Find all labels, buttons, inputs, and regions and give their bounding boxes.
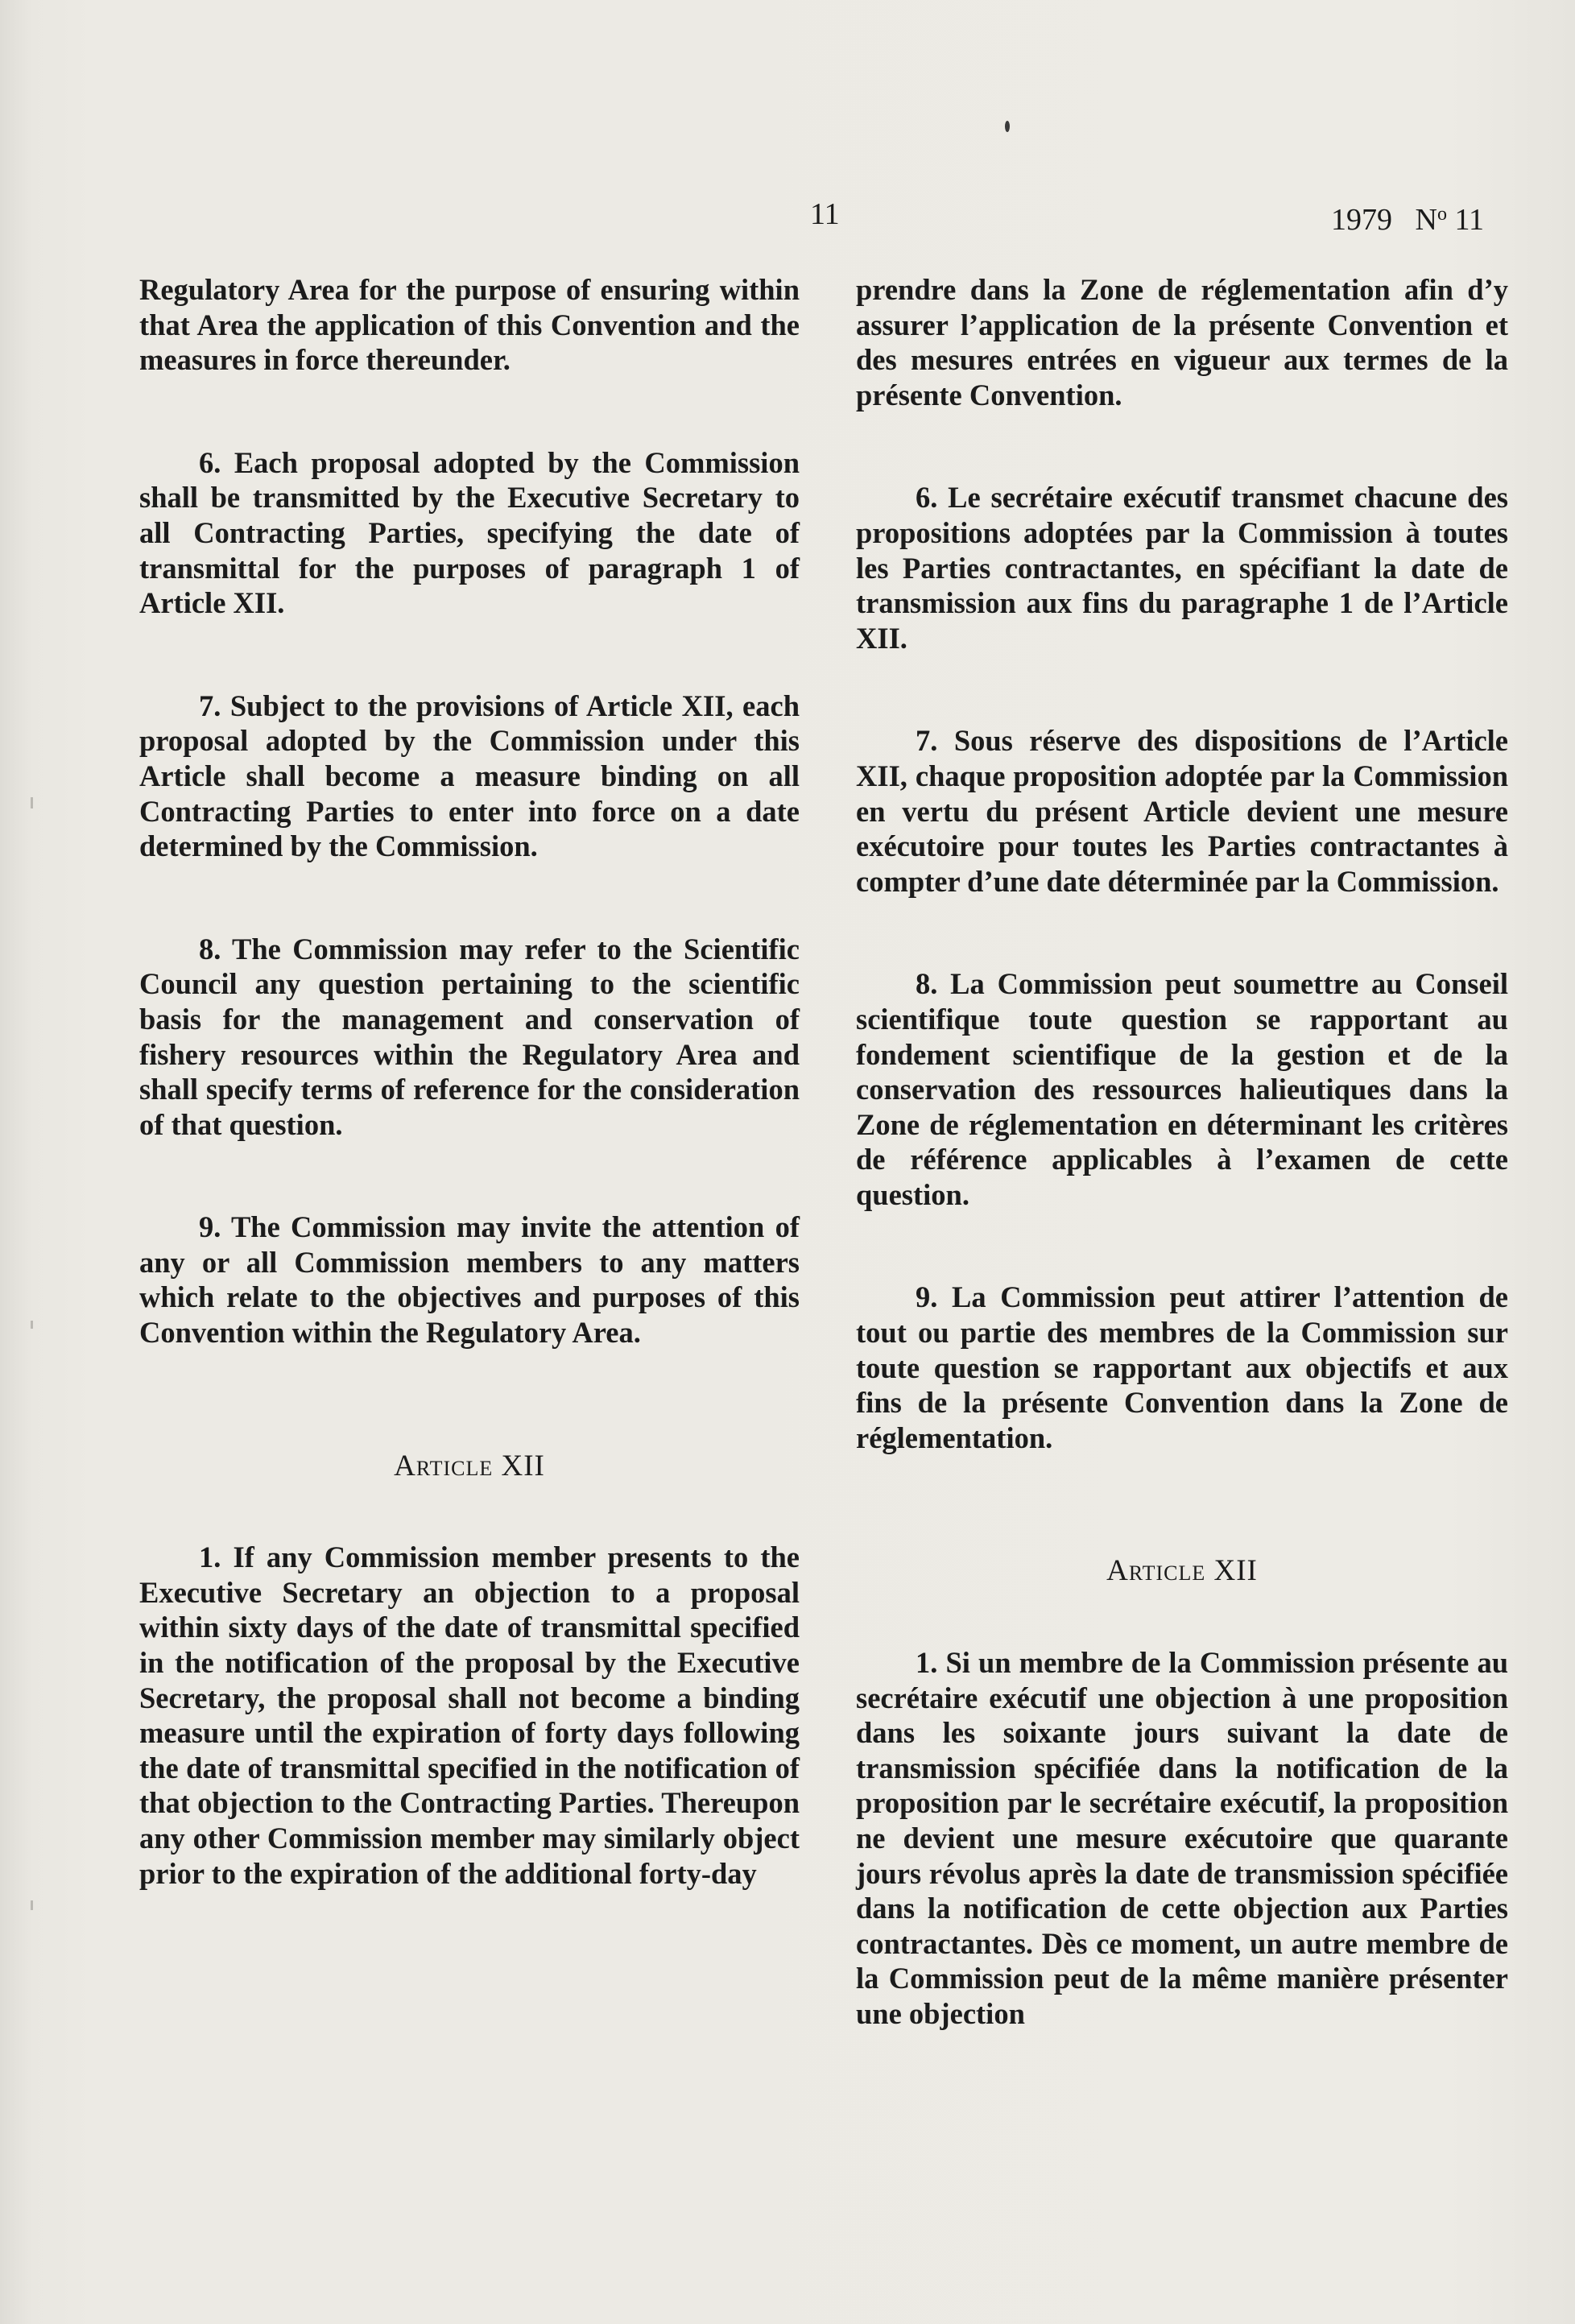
french-paragraph-7: 7. Sous réserve des dispositions de l’Article XII, chaque proposition adoptée par la Commission en vertu du présent Article devient une mesure exécutoire pour toutes les Parties contractantes à compter d’une date déterminée par la Commission. [856,724,1508,898]
issue-number-sup: o [1437,204,1447,225]
binding-mark [31,797,33,808]
french-article-heading: Article XII [1106,1554,1258,1588]
english-article-heading: Article XII [394,1449,545,1482]
french-paragraph-8: 8. La Commission peut soumettre au Conseil scientifique toute question se rapportant au fondement scientifique de la gestion et de la conservation des ressources halieutiques dans la Zone de réglementation en déterminant les critères de référence applicables à l’examen de cette question. [856,967,1508,1211]
issue-number [1331,196,1484,238]
french-column [856,272,1508,2032]
french-article-paragraph-1: 1. Si un membre de la Commission présente au secrétaire exécutif une objection à une proposition dans les soixante jours suivant la date de transmission spécifiée dans la notification de la proposition par le secrétaire exécutif, la proposition ne devient une mesure exécutoire que quarante jours révolus après la date de transmission spécifiée dans la notification de cette objection aux Parties contractantes. Dès ce moment, un autre membre de la Commission peut de la même manière présenter une objection [856,1646,1508,2030]
french-paragraph-6: 6. Le secrétaire exécutif transmet chacune des propositions adoptées par la Commission à toutes les Parties contractantes, en spécifiant la date de transmission aux fins du paragraphe 1 de l’Article XII. [856,481,1508,655]
ink-speck [1005,121,1010,132]
english-article-paragraph-1: 1. If any Commission member presents to the Executive Secretary an objection to a proposal within sixty days of the date of transmittal specified in the notification of the proposal by the Executive Secretary, the proposal shall not become a binding measure until the expiration of forty days following the date of transmittal specified in the notification of that objection to the Contracting Parties. Thereupon any other Commission member may similarly object prior to the expiration of the additional forty-day [139,1540,800,1890]
english-paragraph-9: 9. The Commission may invite the attention of any or all Commission members to any matters which relate to the objectives and purposes of this Convention within the Regulatory Area. [139,1210,800,1350]
english-paragraph-7: 7. Subject to the provisions of Article XII, each proposal adopted by the Commission under this Article shall become a measure binding on all Contracting Parties to enter into force on a date determined by the Commission. [139,689,800,863]
french-paragraph-9: 9. La Commission peut attirer l’attention de tout ou partie des membres de la Commission sur toute question se rapportant aux objectifs et aux fins de la présente Convention dans la Zone de réglementation. [856,1280,1508,1454]
english-paragraph-8: 8. The Commission may refer to the Scientific Council any question pertaining to the scientific basis for the management and conservation of fishery resources within the Regulatory Area and shall specify terms of reference for the consideration of that question. [139,932,800,1141]
english-column [139,272,800,1891]
issue-number-label: N [1415,203,1437,237]
page-number: 11 [810,197,840,231]
french-intro: prendre dans la Zone de réglementation afin d’y assurer l’application de la présente Convention et des mesures entrées en vigueur aux termes de la présente Convention. [856,273,1508,411]
issue-year: 1979 [1331,203,1392,237]
english-intro: Regulatory Area for the purpose of ensuring within that Area the application of this Convention and the measures in force thereunder. [139,273,800,377]
binding-mark [31,1321,33,1329]
issue-number-value: 11 [1446,203,1485,237]
binding-mark [31,1900,33,1910]
english-paragraph-6: 6. Each proposal adopted by the Commission shall be transmitted by the Executive Secretary to all Contracting Parties, specifying the date of transmittal for the purposes of paragraph 1 of Article XII. [139,445,800,620]
